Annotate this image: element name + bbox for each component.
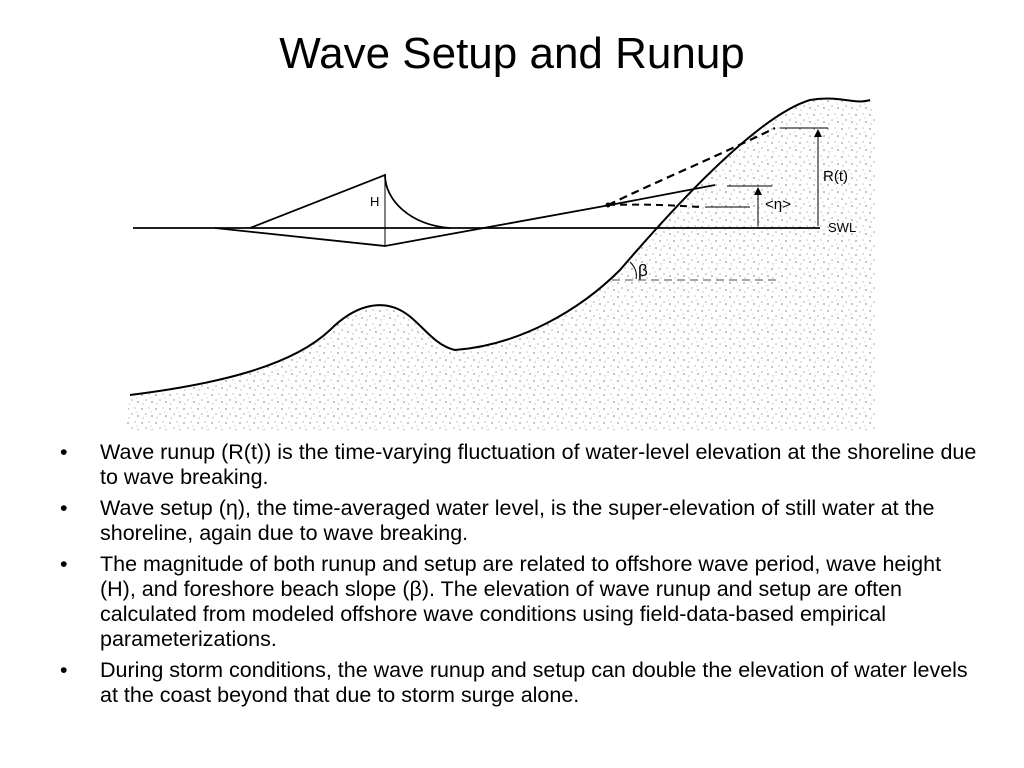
bullet-list bbox=[60, 440, 980, 714]
bullet-marker: • bbox=[60, 496, 68, 520]
setup-label: <η> bbox=[765, 196, 791, 213]
seabed-sand bbox=[125, 99, 875, 430]
bullet-item bbox=[60, 496, 980, 546]
bullet-text: Wave setup (η), the time-averaged water level, is the super-elevation of still water at the shoreline, again due to wave breaking. bbox=[100, 496, 935, 545]
bullet-text: The magnitude of both runup and setup are related to offshore wave period, wave height (H), and foreshore beach slope (β). The elevation of wave runup and setup are often calculated from modeled offshore wave conditions using field-data-based empirical parameterizations. bbox=[100, 552, 942, 651]
swl-label: SWL bbox=[828, 220, 857, 235]
wave-height-label: H bbox=[370, 194, 380, 209]
bullet-item bbox=[60, 658, 980, 708]
wave-trough-line bbox=[215, 185, 715, 246]
runup-label: R(t) bbox=[823, 168, 848, 185]
bullet-marker: • bbox=[60, 658, 68, 682]
slope-label: β bbox=[638, 261, 648, 280]
bullet-marker: • bbox=[60, 552, 68, 576]
bullet-text: During storm conditions, the wave runup and setup can double the elevation of water levels at the coast beyond that due to storm surge alone. bbox=[100, 658, 968, 707]
bullet-item bbox=[60, 440, 980, 490]
bullet-text: Wave runup (R(t)) is the time-varying fluctuation of water-level elevation at the shoreline due to wave breaking. bbox=[100, 440, 977, 489]
breaking-wave bbox=[250, 175, 450, 228]
slide-title: Wave Setup and Runup bbox=[279, 29, 745, 78]
bullet-item bbox=[60, 552, 980, 652]
wave-crest-point bbox=[606, 203, 611, 208]
bullet-marker: • bbox=[60, 440, 68, 464]
